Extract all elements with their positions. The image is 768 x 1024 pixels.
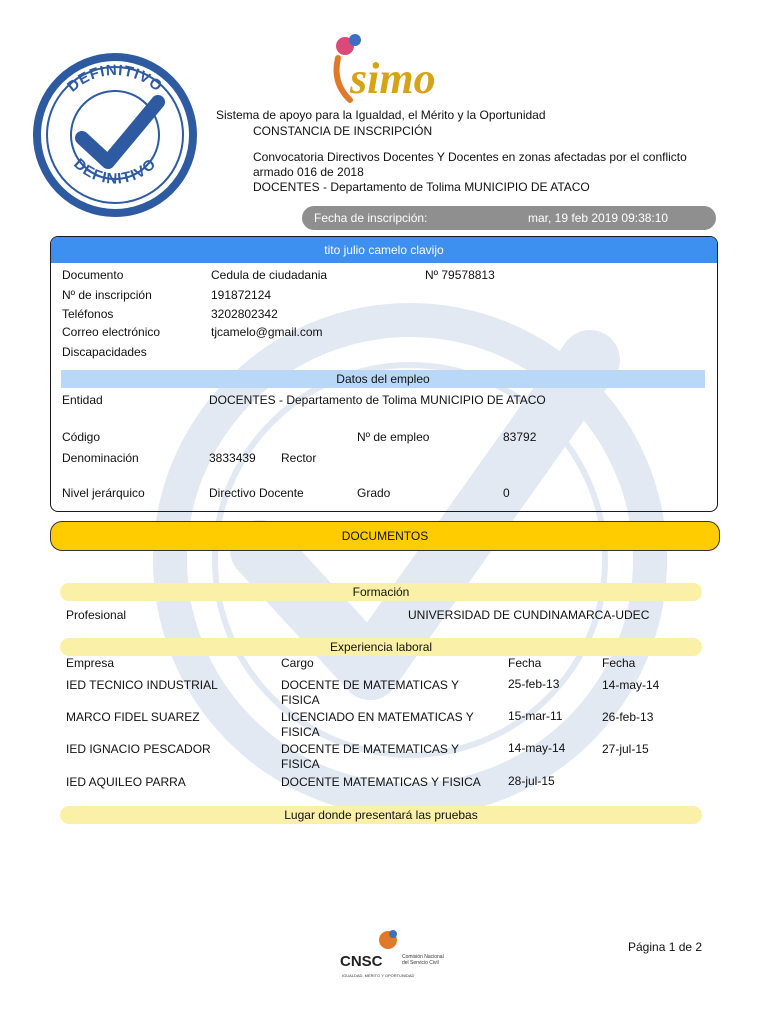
header-empresa: Empresa xyxy=(66,656,115,670)
header-cargo: Cargo xyxy=(281,656,314,670)
row-empresa: IED AQUILEO PARRA xyxy=(66,775,186,789)
convocatoria-line1: Convocatoria Directivos Docentes Y Docentes en zonas afectadas por el conflicto xyxy=(253,150,687,164)
row-desde: 25-feb-13 xyxy=(508,677,560,691)
row-hasta: 14-may-14 xyxy=(602,678,660,692)
row-empresa: MARCO FIDEL SUAREZ xyxy=(66,710,200,724)
definitivo-stamp xyxy=(30,50,200,220)
datos-empleo-title: Datos del empleo xyxy=(61,370,705,388)
documento-label: Documento xyxy=(62,268,124,282)
num-empleo-label: Nº de empleo xyxy=(357,430,430,444)
row-desde: 28-jul-15 xyxy=(508,774,555,788)
row-empresa: IED IGNACIO PESCADOR xyxy=(66,742,211,756)
cnsc-subtitle-2: del Servicio Civil xyxy=(402,960,439,966)
row-desde: 14-may-14 xyxy=(508,741,566,755)
grado-value: 0 xyxy=(503,486,510,500)
convocatoria-line3: DOCENTES - Departamento de Tolima MUNICIPIO DE ATACO xyxy=(253,180,590,194)
codigo-label: Código xyxy=(62,430,101,444)
row-hasta: 27-jul-15 xyxy=(602,742,649,756)
stamp-top-text: DEFINITIVO xyxy=(64,61,166,96)
denominacion-code: 3833439 xyxy=(209,451,256,465)
row-cargo: DOCENTE DE MATEMATICAS Y xyxy=(281,678,460,692)
row-cargo-cont: FISICA xyxy=(281,693,320,707)
header-fecha-desde: Fecha xyxy=(508,656,542,670)
inscription-date-value: mar, 19 feb 2019 09:38:10 xyxy=(528,211,669,225)
experiencia-title: Experiencia laboral xyxy=(60,638,702,656)
applicant-box xyxy=(50,236,718,512)
num-empleo-value: 83792 xyxy=(503,430,537,444)
grado-label: Grado xyxy=(357,486,391,500)
row-cargo: DOCENTE MATEMATICAS Y FISICA xyxy=(281,775,481,789)
convocatoria-line2: armado 016 de 2018 xyxy=(253,165,364,179)
simo-logo xyxy=(320,28,440,108)
inscripcion-label: Nº de inscripción xyxy=(62,288,152,302)
documentos-title: DOCUMENTOS xyxy=(50,521,720,551)
entidad-label: Entidad xyxy=(62,393,103,407)
row-cargo-cont: FISICA xyxy=(281,757,320,771)
simo-logo-text: simo xyxy=(350,54,436,103)
page-number: Página 1 de 2 xyxy=(628,940,703,954)
denominacion-label: Denominación xyxy=(62,451,139,465)
stamp-bottom-text: DEFINITIVO xyxy=(70,155,160,188)
applicant-name: tito julio camelo clavijo xyxy=(51,237,717,263)
telefonos-value: 3202802342 xyxy=(211,307,278,321)
lugar-pruebas-title: Lugar donde presentará las pruebas xyxy=(60,806,702,824)
documento-type: Cedula de ciudadania xyxy=(211,268,328,282)
nivel-value: Directivo Docente xyxy=(209,486,304,500)
document-title: CONSTANCIA DE INSCRIPCIÓN xyxy=(253,124,433,138)
row-empresa: IED TECNICO INDUSTRIAL xyxy=(66,678,218,692)
cnsc-subtitle-1: Comisión Nacional xyxy=(402,954,444,960)
correo-value: tjcamelo@gmail.com xyxy=(211,325,323,339)
documento-number: Nº 79578813 xyxy=(425,268,495,282)
row-cargo: DOCENTE DE MATEMATICAS Y xyxy=(281,742,460,756)
denominacion-value: Rector xyxy=(281,451,317,465)
telefonos-label: Teléfonos xyxy=(62,307,114,321)
row-cargo: LICENCIADO EN MATEMATICAS Y xyxy=(281,710,474,724)
correo-label: Correo electrónico xyxy=(62,325,161,339)
system-title: Sistema de apoyo para la Igualdad, el Mérito y la Oportunidad xyxy=(216,108,546,122)
cnsc-logo-text: CNSC xyxy=(340,953,383,970)
row-hasta: 26-feb-13 xyxy=(602,710,654,724)
formacion-institution: UNIVERSIDAD DE CUNDINAMARCA-UDEC xyxy=(408,608,650,622)
formacion-title: Formación xyxy=(60,583,702,601)
discapacidades-label: Discapacidades xyxy=(62,345,147,359)
cnsc-tagline: IGUALDAD, MÉRITO Y OPORTUNIDAD xyxy=(342,973,415,978)
formacion-level: Profesional xyxy=(66,608,127,622)
inscription-date-label: Fecha de inscripción: xyxy=(314,211,428,225)
row-desde: 15-mar-11 xyxy=(508,709,563,723)
entidad-value: DOCENTES - Departamento de Tolima MUNICIPIO DE ATACO xyxy=(209,393,546,407)
nivel-label: Nivel jerárquico xyxy=(62,486,145,500)
header-fecha-hasta: Fecha xyxy=(602,656,636,670)
cnsc-logo xyxy=(330,922,450,984)
inscripcion-value: 191872124 xyxy=(211,288,272,302)
row-cargo-cont: FISICA xyxy=(281,725,320,739)
inscription-date-bar xyxy=(302,206,716,230)
